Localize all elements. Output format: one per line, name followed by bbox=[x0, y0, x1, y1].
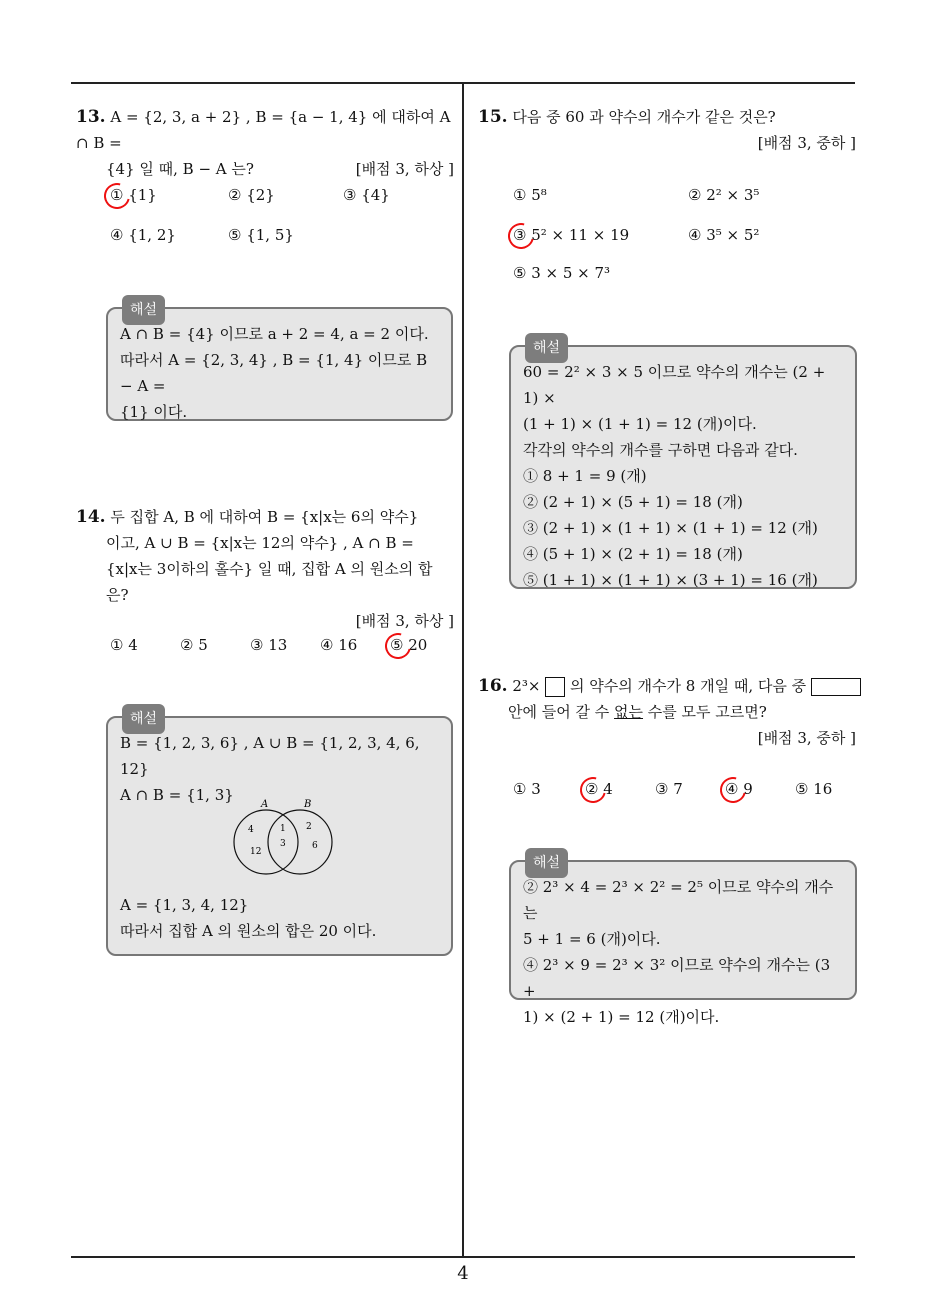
choice-2[interactable]: ② 5 bbox=[180, 636, 208, 654]
venn-element: 2 bbox=[306, 822, 312, 832]
question-14 bbox=[76, 504, 454, 634]
solution-line: 따라서 집합 A 의 원소의 합은 20 이다. bbox=[120, 922, 377, 940]
solution-line: 1) × (2 + 1) = 12 (개)이다. bbox=[523, 1008, 720, 1026]
venn-element: 4 bbox=[248, 825, 254, 835]
choice-1[interactable]: ① 5⁸ bbox=[513, 186, 547, 204]
question-13 bbox=[76, 104, 454, 182]
solution-line: ③ (2 + 1) × (1 + 1) × (1 + 1) = 12 (개) bbox=[523, 519, 818, 537]
solution-tag: 해설 bbox=[122, 295, 165, 325]
solution-line: A ∩ B = {1, 3} bbox=[120, 786, 234, 804]
blank-box bbox=[545, 677, 565, 697]
choice-1[interactable]: ① 4 bbox=[110, 636, 138, 654]
bottom-rule bbox=[71, 1256, 855, 1258]
question-number: 14. bbox=[76, 507, 106, 527]
column-divider bbox=[462, 82, 464, 1257]
venn-element: 3 bbox=[280, 839, 286, 849]
choice-1[interactable]: ① 3 bbox=[513, 780, 541, 798]
score-label: [배점 3, 하상 ] bbox=[355, 160, 454, 178]
solution-box bbox=[106, 711, 453, 956]
choice-3[interactable]: ③ 5² × 11 × 19 bbox=[513, 226, 630, 244]
solution-line: ② 2³ × 4 = 2³ × 2² = 2⁵ 이므로 약수의 개수는 bbox=[523, 878, 834, 922]
venn-element: 1 bbox=[280, 824, 286, 834]
venn-element: 12 bbox=[250, 847, 262, 857]
choice-4[interactable]: ④ {1, 2} bbox=[110, 226, 176, 244]
solution-line: ⑤ (1 + 1) × (1 + 1) × (3 + 1) = 16 (개) bbox=[523, 571, 818, 589]
choice-4[interactable]: ④ 9 bbox=[725, 780, 753, 798]
score-label: [배점 3, 하상 ] bbox=[355, 612, 454, 630]
choice-3[interactable]: ③ {4} bbox=[343, 186, 390, 204]
choice-1[interactable]: ① {1} bbox=[110, 186, 157, 204]
venn-label-a: A bbox=[261, 799, 269, 810]
answer-mark bbox=[99, 178, 135, 214]
question-text: {4} 일 때, B − A 는? bbox=[106, 160, 254, 178]
question-15 bbox=[478, 104, 856, 156]
page-number: 4 bbox=[457, 1263, 469, 1284]
question-text: 다음 중 60 과 약수의 개수가 같은 것은? bbox=[512, 108, 776, 126]
solution-box bbox=[509, 340, 857, 589]
solution-line: {1} 이다. bbox=[120, 403, 188, 421]
solution-line: 5 + 1 = 6 (개)이다. bbox=[523, 930, 661, 948]
choice-2[interactable]: ② 4 bbox=[585, 780, 613, 798]
choice-5[interactable]: ⑤ 20 bbox=[390, 636, 428, 654]
underlined-word: 없는 bbox=[614, 703, 644, 721]
question-text: 수를 모두 고르면? bbox=[647, 703, 767, 721]
solution-line: 따라서 A = {2, 3, 4} , B = {1, 4} 이므로 B − A = bbox=[120, 351, 428, 395]
choice-2[interactable]: ② {2} bbox=[228, 186, 275, 204]
choice-5[interactable]: ⑤ {1, 5} bbox=[228, 226, 294, 244]
solution-line: ④ (5 + 1) × (2 + 1) = 18 (개) bbox=[523, 545, 743, 563]
question-text: A = {2, 3, a + 2} , B = {a − 1, 4} 에 대하여 A ∩ B = bbox=[76, 108, 451, 152]
question-number: 13. bbox=[76, 107, 106, 127]
question-number: 16. bbox=[478, 676, 508, 696]
choice-3[interactable]: ③ 13 bbox=[250, 636, 288, 654]
solution-line: B = {1, 2, 3, 6} , A ∪ B = {1, 2, 3, 4, 6, 12} bbox=[120, 734, 420, 778]
solution-box bbox=[106, 302, 453, 421]
solution-tag: 해설 bbox=[122, 704, 165, 734]
solution-line: 60 = 2² × 3 × 5 이므로 약수의 개수는 (2 + 1) × bbox=[523, 363, 826, 407]
question-text: 의 약수의 개수가 8 개일 때, 다음 중 bbox=[570, 677, 807, 695]
choice-3[interactable]: ③ 7 bbox=[655, 780, 683, 798]
choice-5[interactable]: ⑤ 16 bbox=[795, 780, 833, 798]
venn-label-b: B bbox=[304, 799, 312, 810]
solution-line: 각각의 약수의 개수를 구하면 다음과 같다. bbox=[523, 441, 798, 459]
question-text: {x|x는 3이하의 홀수} 일 때, 집합 A 의 원소의 합은? bbox=[106, 560, 433, 604]
solution-line: ② (2 + 1) × (5 + 1) = 18 (개) bbox=[523, 493, 743, 511]
solution-line: ④ 2³ × 9 = 2³ × 3² 이므로 약수의 개수는 (3 + bbox=[523, 956, 831, 1000]
solution-tag: 해설 bbox=[525, 333, 568, 363]
choice-4[interactable]: ④ 16 bbox=[320, 636, 358, 654]
question-text: 안에 들어 갈 수 bbox=[508, 703, 610, 721]
question-text: 이고, A ∪ B = {x|x는 12의 약수} , A ∩ B = bbox=[106, 534, 414, 552]
score-label: [배점 3, 중하 ] bbox=[757, 134, 856, 152]
answer-mark bbox=[503, 218, 539, 254]
question-number: 15. bbox=[478, 107, 508, 127]
choice-2[interactable]: ② 2² × 3⁵ bbox=[688, 186, 760, 204]
solution-line: (1 + 1) × (1 + 1) = 12 (개)이다. bbox=[523, 415, 757, 433]
question-16 bbox=[478, 673, 860, 751]
answer-mark bbox=[575, 772, 611, 808]
choice-4[interactable]: ④ 3⁵ × 5² bbox=[688, 226, 760, 244]
score-label: [배점 3, 중하 ] bbox=[757, 729, 856, 747]
solution-line: ① 8 + 1 = 9 (개) bbox=[523, 467, 647, 485]
choice-5[interactable]: ⑤ 3 × 5 × 7³ bbox=[513, 264, 611, 282]
venn-element: 6 bbox=[312, 841, 318, 851]
blank-box bbox=[811, 678, 861, 696]
question-text: 두 집합 A, B 에 대하여 B = {x|x는 6의 약수} bbox=[110, 508, 419, 526]
answer-mark bbox=[715, 772, 751, 808]
question-text: 2³× bbox=[512, 677, 541, 695]
venn-diagram bbox=[226, 798, 346, 878]
solution-line: A = {1, 3, 4, 12} bbox=[120, 896, 249, 914]
solution-tag: 해설 bbox=[525, 848, 568, 878]
solution-line: A ∩ B = {4} 이므로 a + 2 = 4, a = 2 이다. bbox=[120, 325, 429, 343]
solution-box bbox=[509, 855, 857, 1026]
